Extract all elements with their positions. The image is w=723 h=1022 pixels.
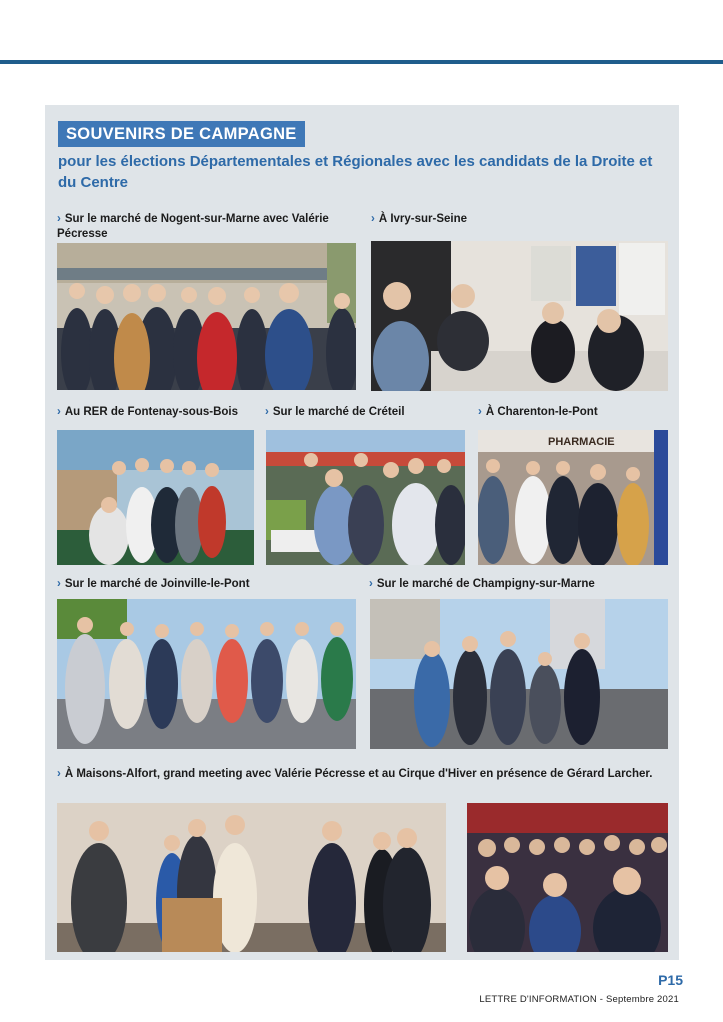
caption-charenton: [478, 405, 668, 420]
caption-text: Sur le marché de Champigny-sur-Marne: [376, 578, 595, 590]
caption-champigny: [369, 577, 669, 592]
caption-arrow-icon: ›: [57, 768, 61, 780]
caption-text: Au RER de Fontenay-sous-Bois: [64, 406, 238, 418]
photo-champigny-market: [370, 599, 668, 749]
footer-label: LETTRE D'INFORMATION - Septembre 2021: [479, 994, 679, 1005]
caption-maisons-alfort: [57, 767, 657, 782]
caption-arrow-icon: ›: [369, 578, 373, 590]
page-number: P15: [658, 972, 683, 988]
caption-text: Sur le marché de Nogent-sur-Marne avec Valérie Pécresse: [57, 213, 329, 240]
caption-joinville: [57, 577, 347, 592]
caption-arrow-icon: ›: [57, 213, 61, 225]
photo-maisons-alfort-meeting: [57, 803, 446, 952]
pharmacie-sign: PHARMACIE: [548, 436, 615, 448]
caption-ivry: [371, 212, 661, 227]
caption-arrow-icon: ›: [371, 213, 375, 225]
caption-text: Sur le marché de Créteil: [272, 406, 405, 418]
photo-creteil-market: [266, 430, 465, 565]
section-subtitle: pour les élections Départementales et Régionales avec les candidats de la Droite et du Centre: [58, 153, 653, 191]
photo-ivry-meeting: [371, 241, 668, 391]
photo-fontenay-rer: [57, 430, 254, 565]
caption-text: À Maisons-Alfort, grand meeting avec Valérie Pécresse et au Cirque d'Hiver en présence de Gérard Larcher.: [64, 768, 653, 780]
caption-arrow-icon: ›: [265, 406, 269, 418]
caption-nogent: [57, 212, 337, 242]
photo-nogent-market: [57, 243, 356, 390]
caption-arrow-icon: ›: [57, 406, 61, 418]
section-title: SOUVENIRS DE CAMPAGNE: [58, 121, 305, 147]
top-rule: [0, 60, 723, 64]
photo-charenton-pharmacy: [478, 430, 668, 565]
caption-fontenay: [57, 405, 257, 420]
photo-cirque-d-hiver: [467, 803, 668, 952]
caption-text: Sur le marché de Joinville-le-Pont: [64, 578, 250, 590]
caption-text: À Ivry-sur-Seine: [378, 213, 468, 225]
caption-arrow-icon: ›: [57, 578, 61, 590]
caption-text: À Charenton-le-Pont: [485, 406, 598, 418]
caption-arrow-icon: ›: [478, 406, 482, 418]
photo-joinville-market: [57, 599, 356, 749]
caption-creteil: [265, 405, 465, 420]
